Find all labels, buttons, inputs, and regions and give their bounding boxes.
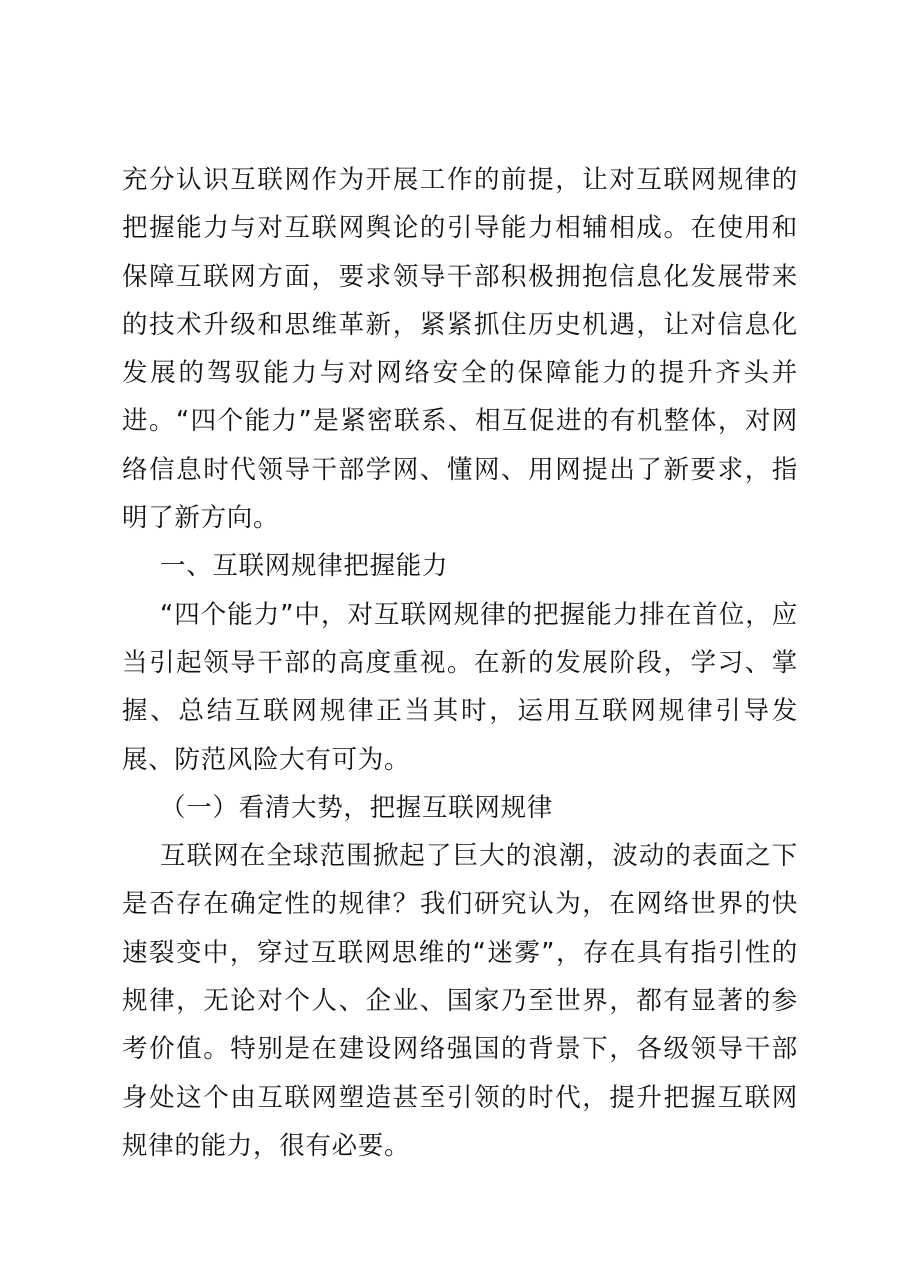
document-body	[122, 156, 798, 1170]
paragraph-continued-text: 充分认识互联网作为开展工作的前提，让对互联网规律的把握能力与对互联网舆论的引导能力相辅相成。在使用和保障互联网方面，要求领导干部积极拥抱信息化发展带来的技术升级和思维革新，紧紧抓住历史机遇，让对信息化发展的驾驭能力与对网络安全的保障能力的提升齐头并进。“四个能力”是紧密联系、相互促进的有机整体，对网络信息时代领导干部学网、懂网、用网提出了新要求，指明了新方向。	[122, 165, 798, 534]
paragraph-four-abilities: “四个能力”中，对互联网规律的把握能力排在首位，应当引起领导干部的高度重视。在新的发展阶段，学习、掌握、总结互联网规律正当其时，运用互联网规律引导发展、防范风险大有可为。	[122, 599, 798, 775]
paragraph-internet-rules: 互联网在全球范围掀起了巨大的浪潮，波动的表面之下是否存在确定性的规律？我们研究认为，在网络世界的快速裂变中，穿过互联网思维的“迷雾”，存在具有指引性的规律，无论对个人、企业、国家乃至世界，都有显著的参考价值。特别是在建设网络强国的背景下，各级领导干部身处这个由互联网塑造甚至引领的时代，提升把握互联网规律的能力，很有必要。	[122, 841, 798, 1161]
section-heading: 一、互联网规律把握能力	[160, 551, 449, 582]
subsection-heading: （一）看清大势，把握互联网规律	[160, 792, 554, 823]
